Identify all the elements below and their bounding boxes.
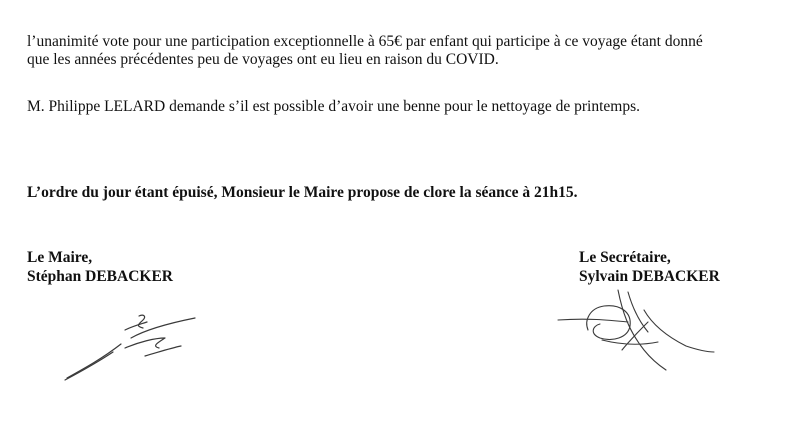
mayor-handwritten-signature (55, 308, 205, 388)
paragraph-1-line-2: que les années précédentes peu de voyages ont eu lieu en raison du COVID. (27, 51, 499, 68)
paragraph-2: M. Philippe LELARD demande s’il est possible d’avoir une benne pour le nettoyage de printemps. (27, 98, 640, 115)
mayor-role: Le Maire, (27, 249, 93, 266)
mayor-signature-block (27, 248, 173, 286)
secretary-name: Sylvain DEBACKER (579, 268, 720, 285)
closing-statement: L’ordre du jour étant épuisé, Monsieur le Maire propose de clore la séance à 21h15. (27, 184, 578, 201)
secretary-role: Le Secrétaire, (579, 249, 671, 266)
paragraph-1-line-1: l’unanimité vote pour une participation exceptionnelle à 65€ par enfant qui participe à ce voyage étant donné (27, 33, 703, 50)
secretary-handwritten-signature (548, 280, 728, 380)
mayor-name: Stéphan DEBACKER (27, 268, 173, 285)
